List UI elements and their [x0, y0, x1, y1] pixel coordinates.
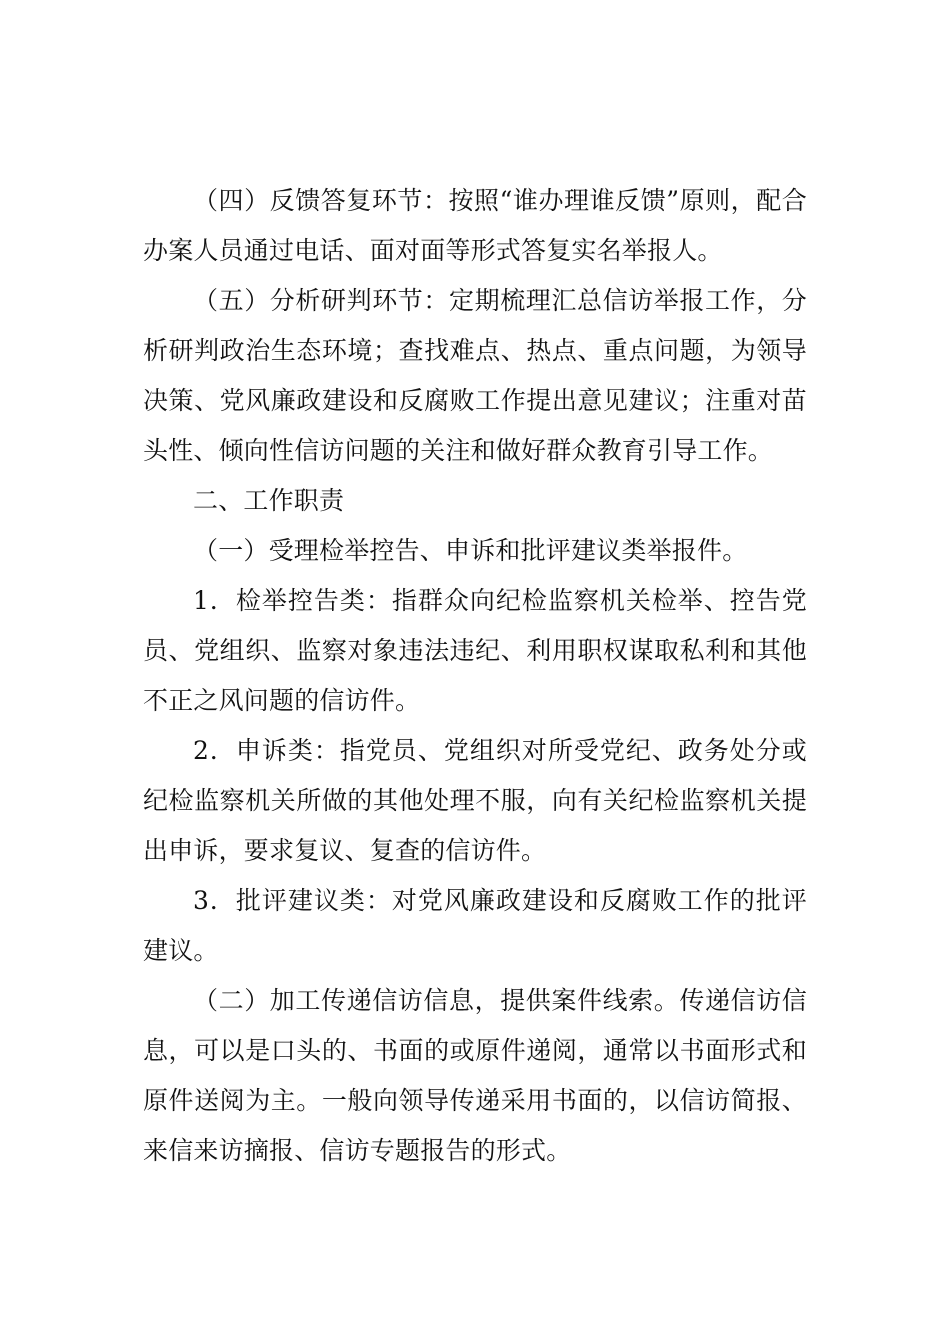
paragraph-accept-reports: （一）受理检举控告、申诉和批评建议类举报件。 — [193, 536, 748, 565]
paragraph-appeal-type: 2．申诉类：指党员、党组织对所受党纪、政务处分或纪检监察机关所做的其他处理不服，向有关纪检监察机关提出申诉，要求复议、复查的信访件。 — [143, 736, 807, 865]
paragraph-feedback-stage: （四）反馈答复环节：按照“谁办理谁反馈”原则，配合办案人员通过电话、面对面等形式答复实名举报人。 — [143, 186, 807, 265]
paragraph-suggestion-type: 3．批评建议类：对党风廉政建设和反腐败工作的批评建议。 — [143, 886, 807, 965]
document-body — [143, 176, 807, 1176]
section-heading-work-duties: 二、工作职责 — [193, 486, 345, 515]
paragraph-complaint-type: 1．检举控告类：指群众向纪检监察机关检举、控告党员、党组织、监察对象违法违纪、利用职权谋取私利和其他不正之风问题的信访件。 — [143, 586, 807, 715]
paragraph-information-transfer: （二）加工传递信访信息，提供案件线索。传递信访信息，可以是口头的、书面的或原件递阅，通常以书面形式和原件送阅为主。一般向领导传递采用书面的，以信访简报、来信来访摘报、信访专题报告的形式。 — [143, 986, 807, 1165]
paragraph-analysis-stage: （五）分析研判环节：定期梳理汇总信访举报工作，分析研判政治生态环境；查找难点、热点、重点问题，为领导决策、党风廉政建设和反腐败工作提出意见建议；注重对苗头性、倾向性信访问题的关注和做好群众教育引导工作。 — [143, 286, 807, 465]
